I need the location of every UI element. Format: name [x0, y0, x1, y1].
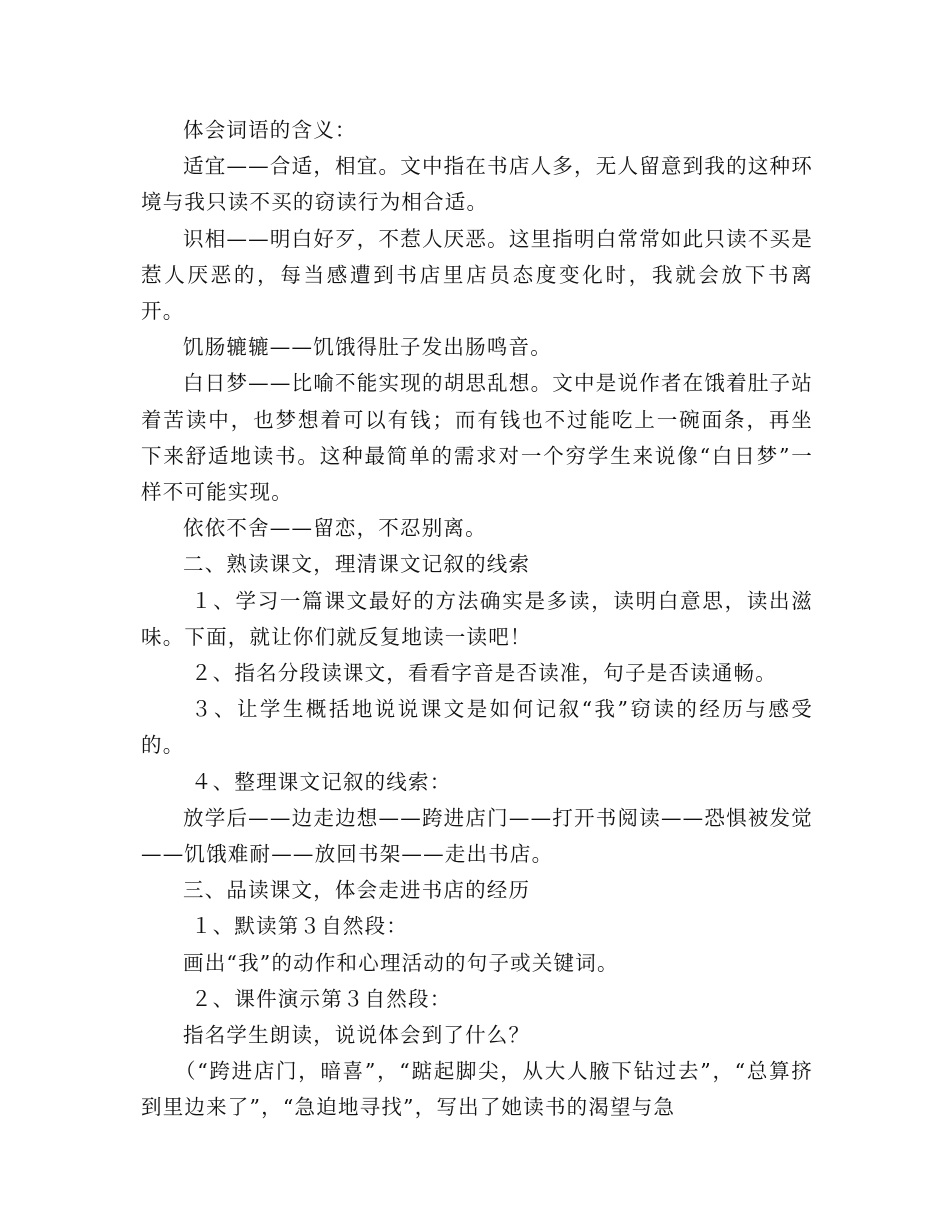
paragraph: 放学后——边走边想——跨进店门——打开书阅读——恐惧被发觉——饥饿难耐——放回书架——走出书店。 — [141, 805, 813, 867]
numbered-item: １、学习一篇课文最好的方法确实是多读，读明白意思，读出滋味。下面，就让你们就反复地读一读吧！ — [141, 588, 813, 649]
paragraph: 适宜——合适，相宜。文中指在书店人多，无人留意到我的这种环境与我只读不买的窃读行为相合适。 — [141, 154, 813, 215]
numbered-item: １、默读第３自然段： — [191, 914, 408, 939]
paragraph: 白日梦——比喻不能实现的胡思乱想。文中是说作者在饿着肚子站着苦读中，也梦想着可以有钱；而有钱也不过能吃上一碗面条，再坐下来舒适地读书。这种最简单的需求对一个穷学生来说像“白日梦”一样不可能实现。 — [141, 371, 813, 505]
paragraph: 饥肠辘辘——饥饿得肚子发出肠鸣音。 — [183, 335, 552, 360]
numbered-item: ２、课件演示第３自然段： — [191, 986, 452, 1011]
section-heading: 三、品读课文，体会走进书店的经历 — [183, 878, 531, 903]
paragraph: 体会词语的含义： — [183, 118, 357, 142]
paragraph: 依依不舍——留恋，不忍别离。 — [183, 516, 487, 541]
paragraph: （“跨进店门，暗喜”，“踮起脚尖，从大人腋下钻过去”，“总算挤到里边来了”，“急迫地寻找”，写出了她读书的渴望与急 — [141, 1059, 813, 1120]
section-heading: 二、熟读课文，理清课文记叙的线索 — [183, 552, 531, 577]
numbered-item: ４、整理课文记叙的线索： — [191, 769, 452, 794]
numbered-item: ２、指名分段读课文，看看字音是否读准，句子是否读通畅。 — [191, 661, 777, 686]
paragraph: 指名学生朗读，说说体会到了什么？ — [183, 1023, 531, 1048]
numbered-item: ３、让学生概括地说说课文是如何记叙“我”窃读的经历与感受的。 — [141, 697, 813, 758]
paragraph: 画出“我”的动作和心理活动的句子或关键词。 — [183, 950, 619, 975]
document-body — [141, 112, 813, 1126]
paragraph: 识相——明白好歹，不惹人厌恶。这里指明白常常如此只读不买是惹人厌恶的，每当感遭到书店里店员态度变化时，我就会放下书离开。 — [141, 226, 813, 324]
